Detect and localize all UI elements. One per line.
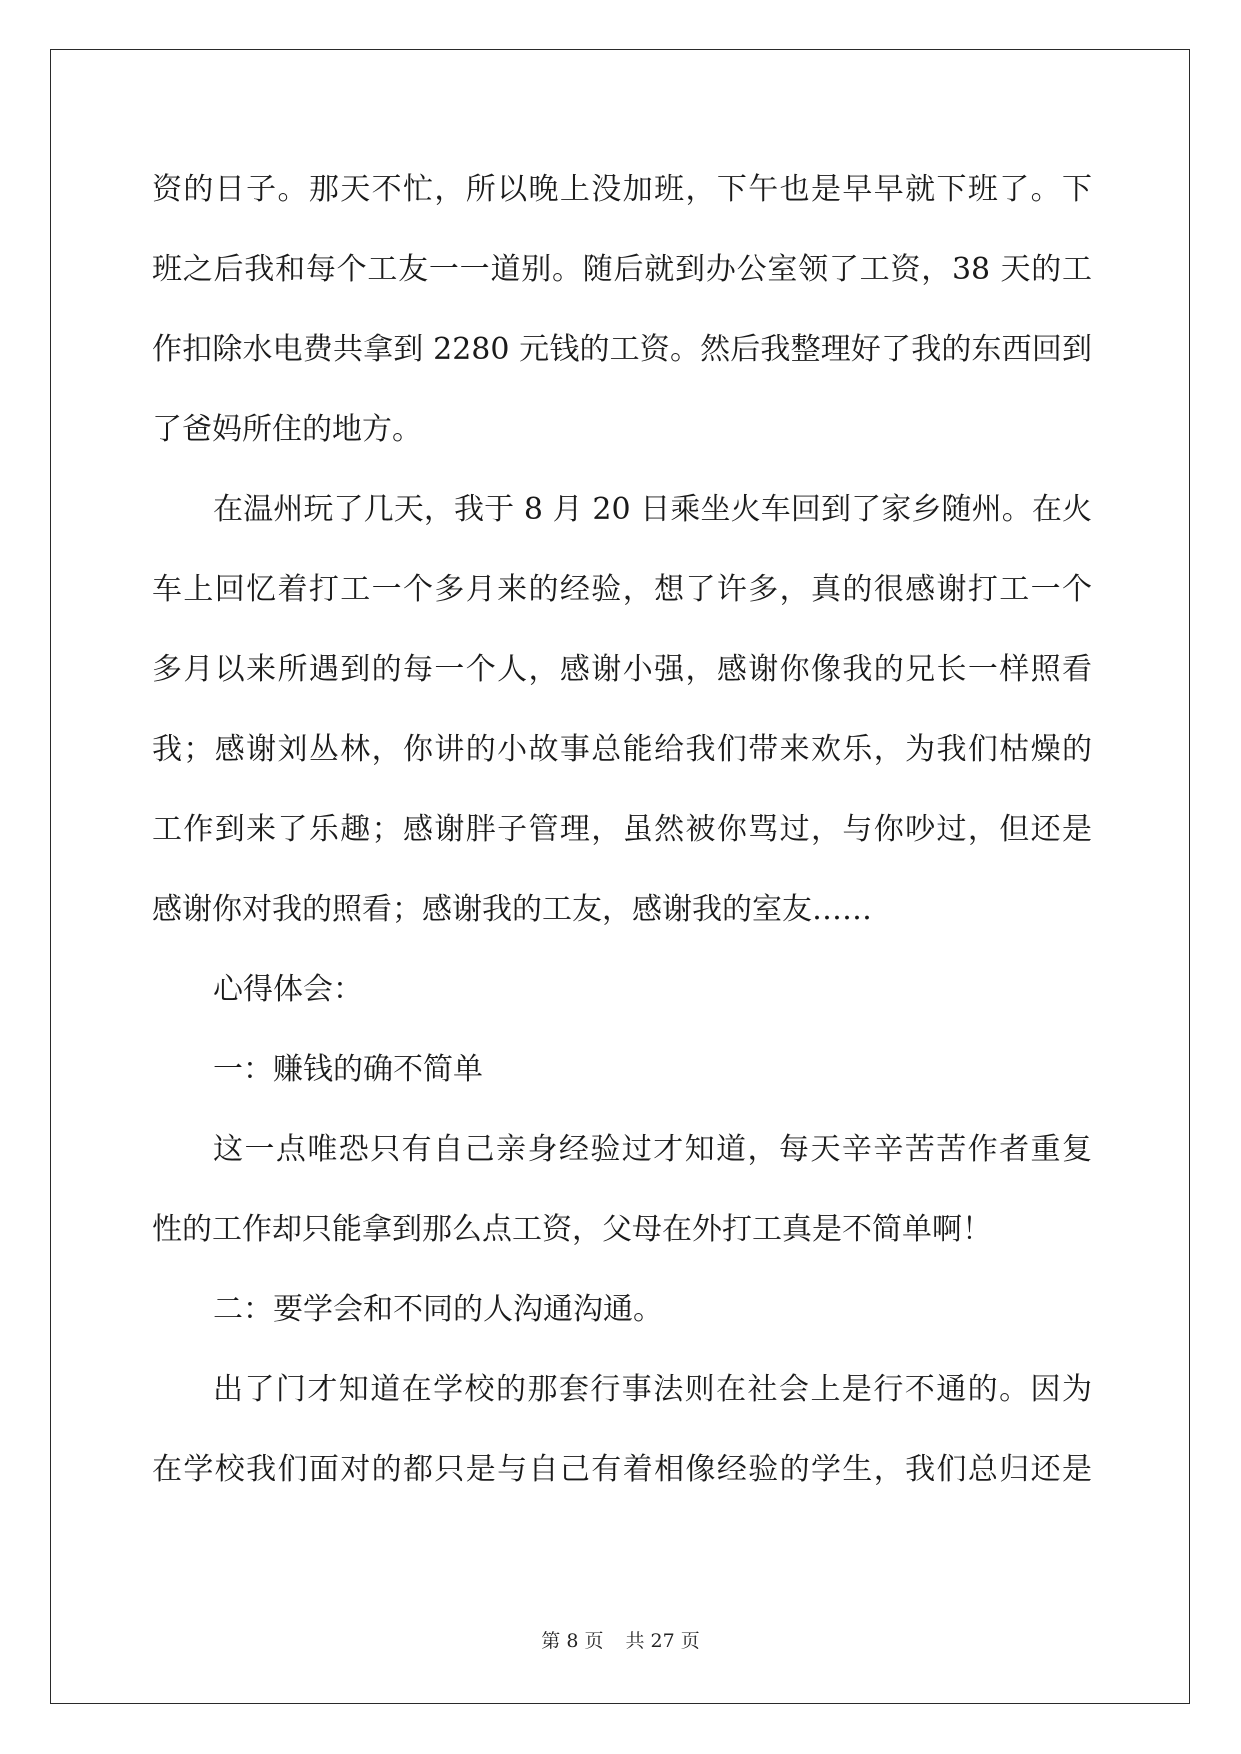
text-line: 多月以来所遇到的每一个人，感谢小强，感谢你像我的兄长一样照看 (152, 652, 1092, 687)
paragraph-first-line: 出了门才知道在学校的那套行事法则在社会上是行不通的。因为 (213, 1372, 1092, 1407)
text-line: 我；感谢刘丛林，你讲的小故事总能给我们带来欢乐，为我们枯燥的 (152, 732, 1092, 767)
text-line: 了爸妈所住的地方。 (152, 412, 422, 447)
text-line: 性的工作却只能拿到那么点工资，父母在外打工真是不简单啊！ (152, 1212, 992, 1247)
text-line: 感谢你对我的照看；感谢我的工友，感谢我的室友…… (152, 892, 872, 927)
section-heading: 一：赚钱的确不简单 (213, 1052, 483, 1087)
text-line: 资的日子。那天不忙，所以晚上没加班，下午也是早早就下班了。下 (152, 172, 1092, 207)
text-line: 班之后我和每个工友一一道别。随后就到办公室领了工资，38 天的工 (152, 252, 1092, 287)
text-line: 车上回忆着打工一个多月来的经验，想了许多，真的很感谢打工一个 (152, 572, 1092, 607)
paragraph-first-line: 这一点唯恐只有自己亲身经验过才知道，每天辛辛苦苦作者重复 (213, 1132, 1092, 1167)
section-heading: 二：要学会和不同的人沟通沟通。 (213, 1292, 663, 1327)
section-heading: 心得体会： (213, 972, 363, 1007)
current-page-number: 第 8 页 (541, 1630, 604, 1652)
total-pages: 共 27 页 (625, 1630, 700, 1652)
text-line: 工作到来了乐趣；感谢胖子管理，虽然被你骂过，与你吵过，但还是 (152, 812, 1092, 847)
page-footer (0, 1628, 1241, 1654)
text-line: 作扣除水电费共拿到 2280 元钱的工资。然后我整理好了我的东西回到 (152, 332, 1092, 367)
text-line: 在学校我们面对的都只是与自己有着相像经验的学生，我们总归还是 (152, 1452, 1092, 1487)
paragraph-first-line: 在温州玩了几天，我于 8 月 20 日乘坐火车回到了家乡随州。在火 (213, 492, 1092, 527)
